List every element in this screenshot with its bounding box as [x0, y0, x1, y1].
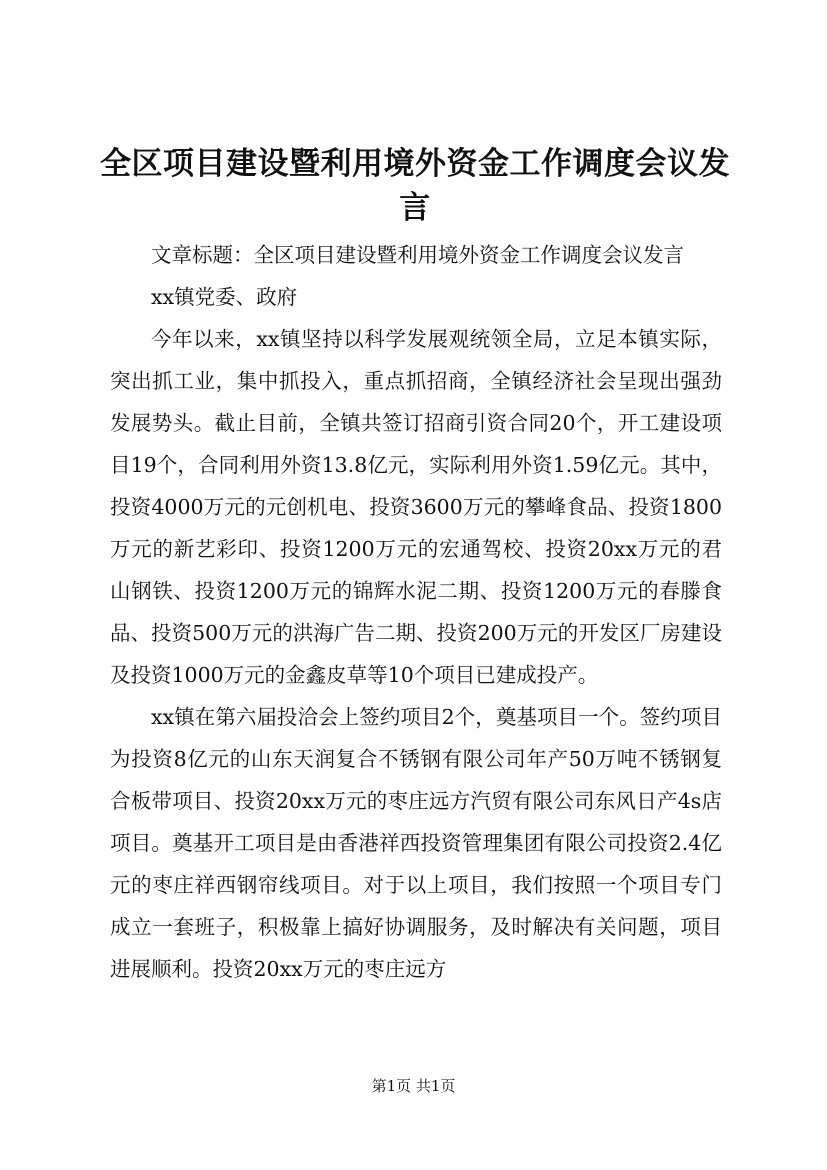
paragraph: xx镇在第六届投洽会上签约项目2个，奠基项目一个。签约项目为投资8亿元的山东天润复合不锈钢有限公司年产50万吨不锈钢复合板带项目、投资20xx万元的枣庄远方汽贸有限公司东风日产4s店项目。奠基开工项目是由香港祥西投资管理集团有限公司投资2.4亿元的枣庄祥西钢帘线项目。对于以上项目，我们按照一个项目专门成立一套班子，积极靠上搞好协调服务，及时解决有关问题，项目进展顺利。投资20xx万元的枣庄远方 — [110, 705, 722, 981]
document-title: 全区项目建设暨利用境外资金工作调度会议发言 — [100, 146, 730, 226]
page-footer: 第1页 共1页 — [371, 1077, 456, 1095]
article-title-line: 文章标题：全区项目建设暨利用境外资金工作调度会议发言 — [151, 243, 684, 267]
paragraph: 今年以来，xx镇坚持以科学发展观统领全局，立足本镇实际，突出抓工业，集中抓投入，重点抓招商，全镇经济社会呈现出强劲发展势头。截止目前，全镇共签订招商引资合同20个，开工建设项目19个，合同利用外资13.8亿元，实际利用外资1.59亿元。其中，投资4000万元的元创机电、投资3600万元的攀峰食品、投资1800万元的新艺彩印、投资1200万元的宏通驾校、投资20xx万元的君山钢铁、投资1200万元的锦辉水泥二期、投资1200万元的春滕食品、投资500万元的洪海广告二期、投资200万元的开发区厂房建设及投资1000万元的金鑫皮草等10个项目已建成投产。 — [110, 327, 722, 687]
document-body — [110, 234, 722, 990]
author-line: xx镇党委、政府 — [151, 285, 298, 309]
